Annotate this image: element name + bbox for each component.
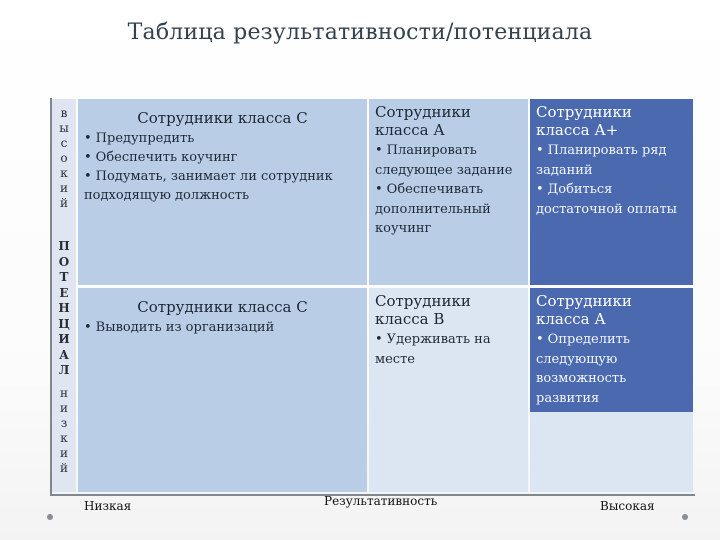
y-axis-high-label: в ы с о к и й	[59, 106, 69, 210]
list-item: • Подумать, занимает ли сотрудник подходящую должность	[84, 169, 333, 203]
list-item: • Добиться достаточной оплаты	[536, 182, 677, 217]
decorative-dot	[682, 514, 688, 520]
list-item: • Обеспечивать дополнительный коучинг	[375, 182, 491, 236]
cell-heading: Сотрудники класса С	[137, 109, 308, 127]
list-item: • Выводить из организаций	[84, 320, 275, 335]
cell-class-c-low	[78, 288, 367, 492]
cell-heading: Сотрудники класса В	[375, 292, 471, 328]
cell-heading: Сотрудники класса А	[536, 292, 632, 328]
cell-list	[84, 129, 361, 205]
list-item: • Планировать ряд заданий	[536, 143, 667, 178]
list-item: • Обеспечить коучинг	[84, 150, 238, 165]
list-item: • Удерживать на месте	[375, 332, 491, 367]
list-item: • Определить следующую возможность развития	[536, 332, 630, 406]
cell-list	[536, 141, 687, 219]
slide-title: Таблица результативности/потенциала	[127, 20, 593, 45]
cell-list	[375, 330, 522, 369]
cell-list	[84, 318, 361, 337]
cell-class-a	[369, 99, 528, 285]
cell-class-b	[369, 288, 528, 492]
cell-heading: Сотрудники класса А+	[536, 103, 632, 139]
cell-heading: Сотрудники класса С	[137, 298, 308, 316]
x-axis-high-label: Высокая	[600, 499, 655, 513]
cell-class-a-plus	[530, 99, 693, 285]
y-axis-title: П О Т Е Н Ц И А Л	[58, 239, 70, 377]
x-axis-low-label: Низкая	[84, 499, 132, 513]
cell-class-c-high	[78, 99, 367, 285]
x-axis-title: Результативность	[324, 494, 438, 508]
list-item: • Планировать следующее задание	[375, 143, 513, 178]
cell-heading: Сотрудники класса А	[375, 103, 471, 139]
cell-list	[375, 141, 522, 239]
list-item: • Предупредить	[84, 131, 195, 146]
cell-class-a-low	[530, 288, 693, 412]
y-axis-low-label: н и з к и й	[60, 386, 68, 475]
decorative-dot	[47, 514, 53, 520]
cell-list	[536, 330, 687, 408]
cell-filler	[530, 412, 693, 492]
